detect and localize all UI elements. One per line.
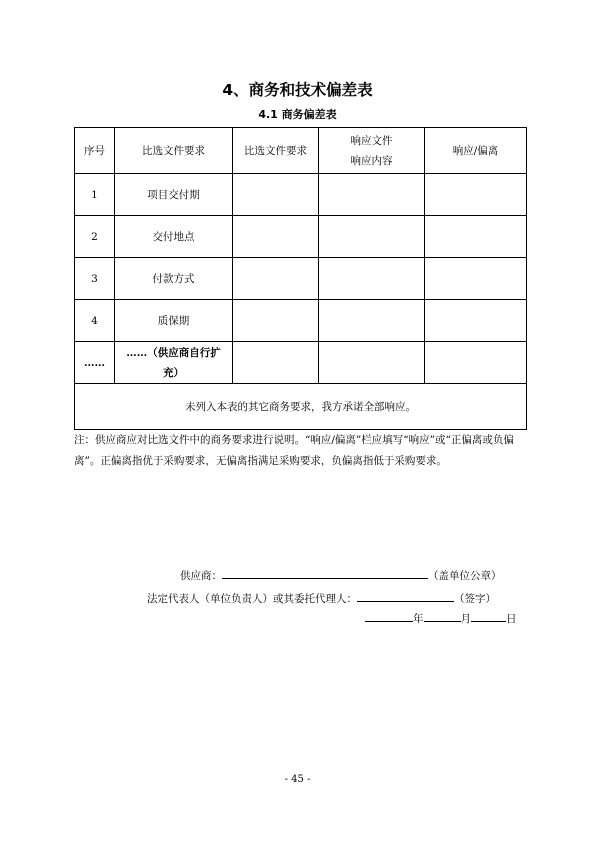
representative-suffix: （签字） (454, 593, 496, 605)
row-item: 质保期 (115, 300, 233, 342)
date-line (365, 609, 517, 626)
row-seq: 1 (75, 174, 115, 216)
row-cell[interactable] (233, 342, 319, 384)
row-item: 项目交付期 (115, 174, 233, 216)
header-response-line1: 响应文件 (350, 134, 393, 147)
section-subtitle: 4.1 商务偏差表 (258, 108, 337, 121)
header-seq: 序号 (75, 128, 115, 174)
month-label: 月 (460, 613, 471, 625)
commercial-deviation-table (74, 127, 527, 430)
table-row (75, 342, 527, 384)
row-cell[interactable] (319, 216, 425, 258)
row-cell[interactable] (425, 174, 527, 216)
page-title: 4、商务和技术偏差表 (222, 81, 373, 99)
row-seq: …… (75, 342, 115, 384)
header-response-line2: 响应内容 (350, 154, 393, 167)
row-cell[interactable] (319, 174, 425, 216)
row-seq: 4 (75, 300, 115, 342)
supplier-signature-line (180, 566, 502, 583)
row-cell[interactable] (233, 300, 319, 342)
supplier-blank[interactable] (222, 566, 428, 579)
table-footer-row (75, 384, 527, 430)
row-seq: 2 (75, 216, 115, 258)
table-row (75, 258, 527, 300)
row-cell[interactable] (233, 174, 319, 216)
row-item-line1: ……（供应商自行扩 (126, 346, 221, 359)
row-cell[interactable] (319, 300, 425, 342)
header-response-content (319, 128, 425, 174)
day-blank[interactable] (471, 609, 506, 622)
row-item-line2: 充） (163, 366, 184, 379)
day-label: 日 (506, 613, 517, 625)
row-cell[interactable] (233, 216, 319, 258)
row-cell[interactable] (425, 342, 527, 384)
representative-label: 法定代表人（单位负责人）或其委托代理人： (147, 593, 357, 605)
header-deviation: 响应/偏离 (425, 128, 527, 174)
supplier-suffix: （盖单位公章） (428, 570, 502, 582)
row-item: 交付地点 (115, 216, 233, 258)
year-blank[interactable] (365, 609, 413, 622)
row-cell[interactable] (425, 300, 527, 342)
year-label: 年 (413, 613, 424, 625)
table-row (75, 300, 527, 342)
row-cell[interactable] (425, 258, 527, 300)
table-row (75, 174, 527, 216)
header-requirement-2: 比选文件要求 (233, 128, 319, 174)
representative-signature-line (147, 589, 496, 606)
note-text: 注：供应商应对比选文件中的商务要求进行说明。“响应/偏离”栏应填写“响应”或“正偏离或负偏离”。正偏离指优于采购要求，无偏离指满足采购要求，负偏离指低于采购要求。 (74, 434, 514, 467)
row-seq: 3 (75, 258, 115, 300)
representative-blank[interactable] (357, 589, 454, 602)
row-item: 付款方式 (115, 258, 233, 300)
page-number: - 45 - (284, 774, 311, 785)
header-requirement: 比选文件要求 (115, 128, 233, 174)
row-cell[interactable] (319, 342, 425, 384)
table-footer-text: 未列入本表的其它商务要求，我方承诺全部响应。 (75, 384, 527, 430)
row-item (115, 342, 233, 384)
row-cell[interactable] (319, 258, 425, 300)
month-blank[interactable] (424, 609, 461, 622)
supplier-label: 供应商： (180, 570, 222, 582)
table-row (75, 216, 527, 258)
row-cell[interactable] (233, 258, 319, 300)
row-cell[interactable] (425, 216, 527, 258)
table-header-row (75, 128, 527, 174)
